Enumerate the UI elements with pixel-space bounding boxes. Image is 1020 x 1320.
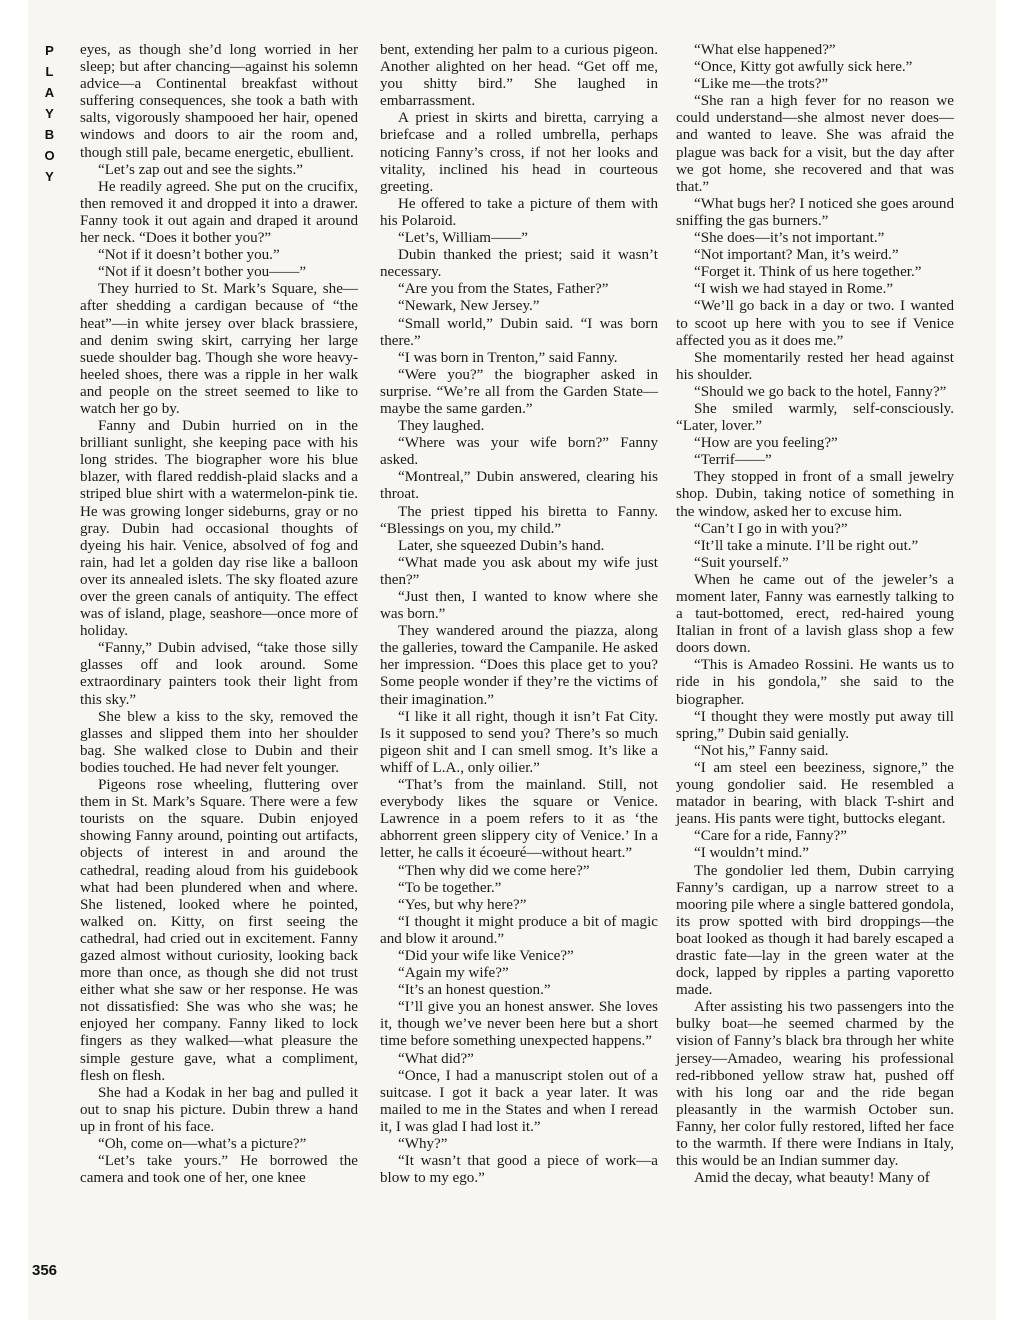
paragraph: “Can’t I go in with you?”: [694, 520, 848, 537]
paragraph: “What made you ask about my wife just then?”: [380, 554, 658, 588]
paragraph: “Just then, I wanted to know where she was born.”: [380, 589, 658, 623]
running-head: [36, 40, 64, 187]
paragraph: They wandered around the piazza, along the galleries, toward the Campanile. He asked her impression. “Does this place get to you? Some people wonder if they’re the victims of their imagination.”: [380, 623, 658, 708]
paragraph: “Montreal,” Dubin answered, clearing his throat.: [380, 469, 658, 503]
paragraph: “Did your wife like Venice?”: [398, 947, 574, 964]
paragraph: “I am steel een beeziness, signore,” the young gondolier said. He resembled a matador in bearing, with black T-shirt and jeans. His pants were tight, buttocks elegant.: [676, 759, 954, 828]
paragraph: Dubin thanked the priest; said it wasn’t necessary.: [380, 247, 658, 281]
paragraph: Pigeons rose wheeling, fluttering over them in St. Mark’s Square. There were a few tourists on the square. Dubin enjoyed showing Fanny around, pointing out artifacts, objects of interest in and around the cathedral, reading aloud from his guidebook what had been plundered when and where. She listened, looked where he pointed, walked on. Kitty, on first seeing the cathedral, had cried out in excitement. Fanny gazed almost without curiosity, looking back more than once, as though she did not trust either what she saw or her response. He was not dissatisfied: She was who she was; he enjoyed her company. Fanny liked to lock fingers as they walked—what pleasure the simple gesture gave, what a compliment, flesh on flesh.: [80, 777, 358, 1084]
running-head-letter: Y: [45, 169, 55, 184]
paragraph: “Again my wife?”: [398, 965, 509, 982]
text-column-2: [380, 42, 658, 1187]
paragraph: “What else happened?”: [694, 42, 836, 58]
paragraph: “I wish we had stayed in Rome.”: [694, 281, 894, 298]
paragraph: “Let’s take yours.” He borrowed the camera and took one of her, one knee: [80, 1153, 358, 1187]
paragraph: “We’ll go back in a day or two. I wanted to scoot up here with you to see if Venice affected you as it does me.”: [676, 298, 954, 349]
paragraph: “Once, I had a manuscript stolen out of a suitcase. I got it back a year later. It was mailed to me in the States and when I reread it, I was glad I had lost it.”: [380, 1067, 658, 1135]
paragraph: “I like it all right, though it isn’t Fat City. Is it supposed to send you? There’s so much pigeon shit and I can smell smog. It’s like a whiff of L.A., only oilier.”: [380, 708, 658, 776]
paragraph: “Forget it. Think of us here together.”: [694, 264, 922, 281]
paragraph: The gondolier led them, Dubin carrying Fanny’s cardigan, up a narrow street to a mooring pile where a single battered gondola, its prow spotted with bird droppings—the boat looked as though it had barely escaped a drastic fate—lay in the green water at the dock, lapped by ripples a parting vaporetto made.: [676, 862, 954, 999]
paragraph: “Not if it doesn’t bother you.”: [98, 247, 280, 264]
paragraph: “How are you feeling?”: [694, 435, 838, 452]
paragraph: After assisting his two passengers into the bulky boat—he seemed charmed by the vision of Fanny’s black bra through her white jersey—Amadeo, wearing his professional red-ribboned yellow straw hat, pushed off with his long oar and the ride began pleasantly in the warmish October sun. Fanny, her color fully restored, lifted her face to the warmth. If there were Indians in Italy, this would be an Indian summer day.: [676, 999, 954, 1170]
paragraph: Later, she squeezed Dubin’s hand.: [398, 537, 605, 554]
paragraph: “Yes, but why here?”: [398, 896, 527, 913]
paragraph: “Why?”: [398, 1136, 448, 1152]
paragraph: They laughed.: [398, 418, 485, 435]
paragraph: eyes, as though she’d long worried in her sleep; but after chancing—against his solemn advice—a Continental breakfast without suffering consequences, she took a bath with salts, vigorously shampooed her hair, opened windows and doors to air the room and, though still pale, became energetic, ebullient.: [80, 42, 358, 161]
paragraph: “I’ll give you an honest answer. She loves it, though we’ve never been here but a short time before something unexpected happens.”: [380, 999, 658, 1050]
paragraph: The priest tipped his biretta to Fanny. “Blessings on you, my child.”: [380, 503, 658, 537]
paragraph: “Oh, come on—what’s a picture?”: [98, 1136, 307, 1152]
paragraph: “This is Amadeo Rossini. He wants us to ride in his gondola,” she said to the biographer.: [676, 657, 954, 708]
paragraph: “I was born in Trenton,” said Fanny.: [398, 349, 618, 366]
paragraph: “It wasn’t that good a piece of work—a blow to my ego.”: [380, 1153, 658, 1187]
right-margin: [996, 0, 1020, 1320]
paragraph: “It’ll take a minute. I’ll be right out.”: [694, 537, 919, 554]
paragraph: “Where was your wife born?” Fanny asked.: [380, 435, 658, 469]
paragraph: “Terrif——”: [694, 452, 772, 469]
paragraph: “Like me—the trots?”: [694, 76, 829, 93]
running-head-letter: O: [44, 148, 56, 163]
paragraph: They stopped in front of a small jewelry shop. Dubin, taking notice of something in the window, asked her to excuse him.: [676, 469, 954, 520]
paragraph: “Not important? Man, it’s weird.”: [694, 247, 899, 264]
paragraph: He offered to take a picture of them with his Polaroid.: [380, 195, 658, 229]
running-head-letter: P: [45, 43, 55, 58]
paragraph: She had a Kodak in her bag and pulled it out to snap his picture. Dubin threw a hand up in front of his face.: [80, 1084, 358, 1135]
paragraph: When he came out of the jeweler’s a moment later, Fanny was earnestly talking to a taut-bottomed, erect, red-haired young Italian in front of a lavish glass shop a few doors down.: [676, 571, 954, 657]
paragraph: “I wouldn’t mind.”: [694, 845, 810, 862]
paragraph: “I thought it might produce a bit of magic and blow it around.”: [380, 913, 658, 947]
paragraph: She momentarily rested her head against his shoulder.: [676, 349, 954, 383]
paragraph: “Not if it doesn’t bother you——”: [98, 264, 307, 281]
left-margin: [0, 0, 28, 1320]
paragraph: “To be together.”: [398, 879, 502, 896]
paragraph: “That’s from the mainland. Still, not everybody likes the square or Venice. Lawrence in a poem refers to it as ‘the abhorrent green slippery city of Venice.’ In a letter, he calls it écoeuré—without heart.”: [380, 777, 658, 862]
paragraph: “Small world,” Dubin said. “I was born there.”: [380, 315, 658, 349]
paragraph: “Then why did we come here?”: [398, 862, 590, 879]
paragraph: “I thought they were mostly put away till spring,” Dubin said genially.: [676, 708, 954, 742]
paragraph: “Should we go back to the hotel, Fanny?”: [694, 383, 947, 400]
paragraph: bent, extending her palm to a curious pigeon. Another alighted on her head. “Get off me, you shitty bird.” She laughed in embarrassment.: [380, 42, 658, 110]
paragraph: She smiled warmly, self-consciously. “Later, lover.”: [676, 400, 954, 435]
paragraph: Amid the decay, what beauty! Many of: [694, 1170, 930, 1187]
paragraph: “Newark, New Jersey.”: [398, 298, 540, 315]
paragraph: A priest in skirts and biretta, carrying a briefcase and a rolled umbrella, perhaps noticing Fanny’s cross, if not her looks and vitality, inclined his head in courteous greeting.: [380, 110, 658, 195]
text-column-3: [676, 42, 954, 1187]
paragraph: Fanny and Dubin hurried on in the brilliant sunlight, she keeping pace with his long strides. The biographer wore his blue blazer, with flared reddish-plaid slacks and a striped blue shirt with a watermelon-pink tie. He was growing longer sideburns, gray or no gray. Dubin had occasional thoughts of dyeing his hair. Venice, absolved of fog and rain, had let a golden day rise like a balloon over its annealed islets. The sky floated azure over the green canals of antiquity. The effect was of island, plage, seashore—once more of holiday.: [80, 418, 358, 640]
paragraph: They hurried to St. Mark’s Square, she—after shedding a cardigan because of “the heat”—in white jersey over black brassiere, and denim swing skirt, carrying her large suede shoulder bag. Though she wore heavy-heeled shoes, there was a ripple in her walk and people on the street seemed to like to watch her go by.: [80, 281, 358, 417]
paragraph: “Suit yourself.”: [694, 554, 789, 571]
paragraph: She blew a kiss to the sky, removed the glasses and slipped them into her shoulder bag. She walked close to Dubin and their bodies touched. He had never felt younger.: [80, 708, 358, 776]
running-head-letter: A: [44, 85, 56, 100]
paragraph: “Not his,” Fanny said.: [694, 742, 829, 759]
paragraph: “What bugs her? I noticed she goes around sniffing the gas burners.”: [676, 195, 954, 229]
paragraph: “Fanny,” Dubin advised, “take those silly glasses off and look around. Some extraordinary painters took their light from this sky.”: [80, 640, 358, 708]
paragraph: “Were you?” the biographer asked in surprise. “We’re all from the Garden State—maybe the same garden.”: [380, 366, 658, 417]
paragraph: “She ran a high fever for no reason we could understand—she almost never does—and wanted to leave. She was afraid the plague was back for a visit, but the day after we got home, she recovered and that was that.”: [676, 93, 954, 195]
paragraph: “Once, Kitty got awfully sick here.”: [694, 59, 913, 76]
paragraph: “Let’s zap out and see the sights.”: [98, 161, 303, 178]
paragraph: “It’s an honest question.”: [398, 982, 551, 999]
paragraph: He readily agreed. She put on the crucifix, then removed it and dropped it into a drawer. Fanny took it out again and draped it around her neck. “Does it bother you?”: [80, 178, 358, 247]
paragraph: “She does—it’s not important.”: [694, 230, 885, 247]
text-column-1: [80, 42, 358, 1187]
running-head-letter: Y: [45, 106, 55, 121]
paragraph: “Are you from the States, Father?”: [398, 281, 609, 298]
paragraph: “What did?”: [398, 1050, 474, 1067]
running-head-letter: L: [45, 64, 55, 79]
paragraph: “Care for a ride, Fanny?”: [694, 828, 847, 845]
running-head-letter: B: [44, 127, 56, 142]
page-number: 356: [32, 1262, 58, 1279]
paragraph: “Let’s, William——”: [398, 230, 528, 247]
